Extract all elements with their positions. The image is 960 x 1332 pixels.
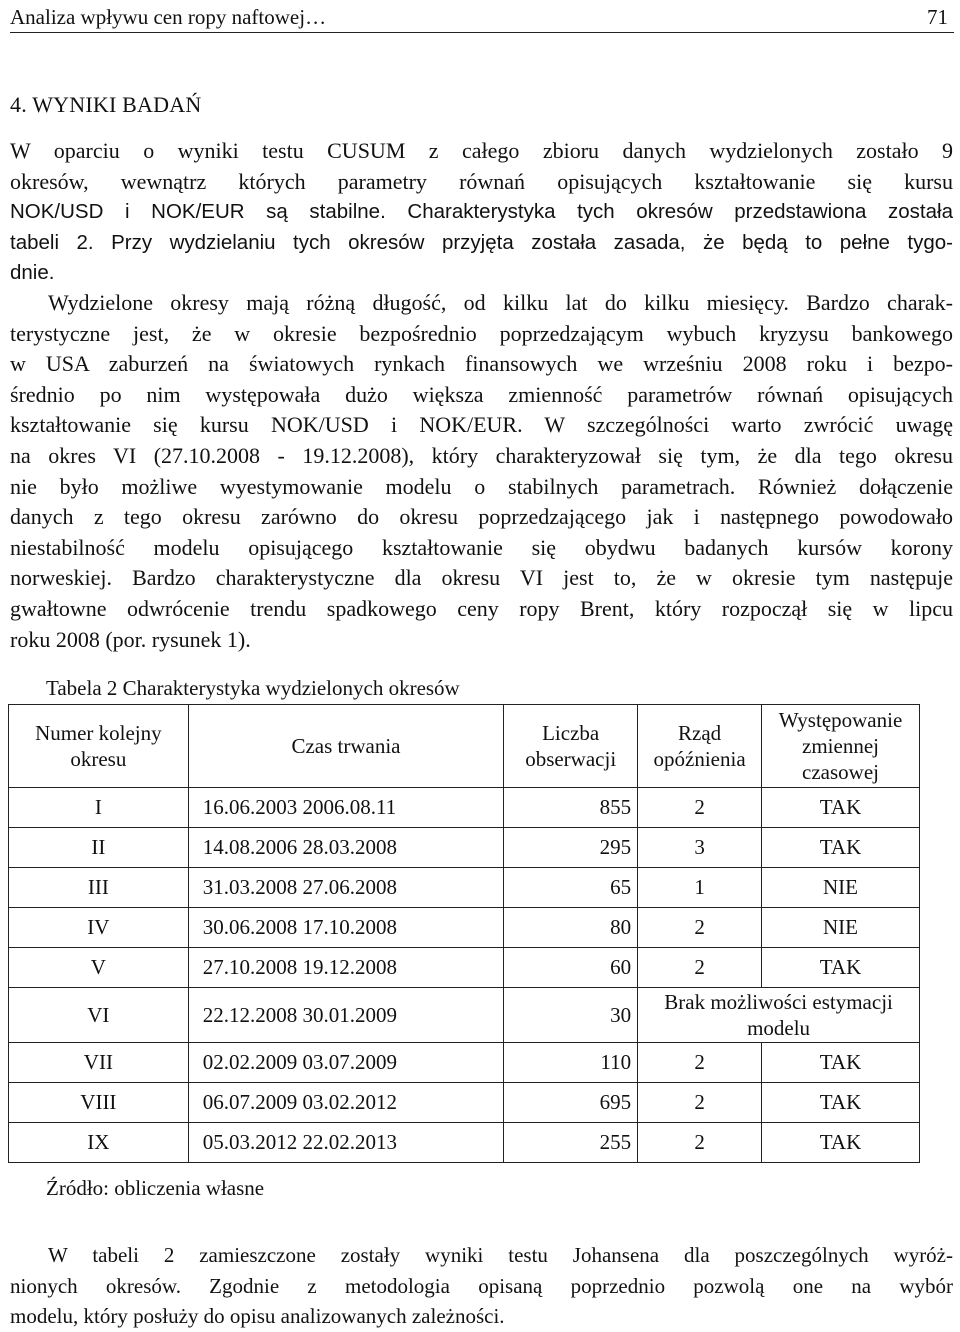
text-line: Wydzielone okresy mają różną długość, od kilku lat do kilku miesięcy. Bardzo charak- — [48, 290, 953, 315]
col-period-header: Numer kolejny okresu — [9, 705, 189, 788]
cell-duration: 05.03.2012 22.02.2013 — [188, 1123, 504, 1163]
cell-trend: TAK — [762, 828, 920, 868]
cell-period: VI — [9, 988, 189, 1043]
cell-lag: 2 — [638, 1083, 762, 1123]
paragraph-analysis — [10, 288, 953, 655]
text-line: kształtowanie się kursu NOK/USD i NOK/EUR. W szczególności warto zwrócić uwagę — [10, 412, 953, 438]
header-title: Analiza wpływu cen ropy naftowej… — [10, 5, 327, 29]
cell-lag: 2 — [638, 1043, 762, 1083]
text-line: okresów, wewnątrz których parametry równań opisujących kształtowanie się kursu — [10, 168, 953, 194]
text-line: niestabilność modelu opisującego kształtowanie się obydwu badanych kursów korony — [10, 534, 953, 560]
table-row — [9, 868, 920, 908]
cell-observations: 855 — [504, 788, 638, 828]
cell-estimation-note: Brak możliwości estymacji modelu — [638, 988, 920, 1043]
cell-lag: 2 — [638, 788, 762, 828]
table-row — [9, 828, 920, 868]
cell-duration: 31.03.2008 27.06.2008 — [188, 868, 504, 908]
cell-period: IV — [9, 908, 189, 948]
text-line: danych z tego okresu zarówno do okresu poprzedzającego jak i następnego powodowało — [10, 504, 953, 530]
cell-trend: NIE — [762, 868, 920, 908]
cell-duration: 06.07.2009 03.02.2012 — [188, 1083, 504, 1123]
cell-lag: 2 — [638, 908, 762, 948]
cell-trend: TAK — [762, 1083, 920, 1123]
cell-period: II — [9, 828, 189, 868]
cell-trend: TAK — [762, 948, 920, 988]
cell-period: VIII — [9, 1083, 189, 1123]
cell-observations: 80 — [504, 908, 638, 948]
table-header-row — [9, 705, 920, 788]
cell-trend: NIE — [762, 908, 920, 948]
cell-observations: 255 — [504, 1123, 638, 1163]
table-caption: Tabela 2 Charakterystyka wydzielonych okresów — [46, 676, 460, 700]
cell-duration: 22.12.2008 30.01.2009 — [188, 988, 504, 1043]
col-lag-header: Rząd opóźnienia — [638, 705, 762, 788]
cell-trend: TAK — [762, 1123, 920, 1163]
table-row — [9, 788, 920, 828]
cell-period: III — [9, 868, 189, 908]
text-line: W oparciu o wyniki testu CUSUM z całego zbioru danych wydzielonych zostało 9 — [10, 138, 953, 163]
text-line: modelu, który posłuży do opisu analizowanych zależności. — [10, 1304, 505, 1329]
text-line: gwałtowne odwrócenie trendu spadkowego ceny ropy Brent, który rozpoczął się w lipcu — [10, 595, 953, 621]
col-trend-header: Występowanie zmiennej czasowej — [762, 705, 920, 788]
cell-trend: TAK — [762, 788, 920, 828]
cell-duration: 02.02.2009 03.07.2009 — [188, 1043, 504, 1083]
text-line: nionych okresów. Zgodnie z metodologia opisaną poprzednio pozwolą one na wybór — [10, 1273, 953, 1298]
cell-lag: 1 — [638, 868, 762, 908]
text-line: tabeli 2. Przy wydzielaniu tych okresów przyjęta została zasada, że będą to pełne tygo- — [10, 230, 953, 254]
cell-duration: 30.06.2008 17.10.2008 — [188, 908, 504, 948]
col-duration-header: Czas trwania — [188, 705, 504, 788]
cell-period: V — [9, 948, 189, 988]
cell-duration: 27.10.2008 19.12.2008 — [188, 948, 504, 988]
section-heading: 4. WYNIKI BADAŃ — [10, 92, 202, 117]
text-line: w USA zaburzeń na światowych rynkach finansowych we wrześniu 2008 roku i bezpo- — [10, 351, 953, 377]
cell-lag: 2 — [638, 948, 762, 988]
cell-period: IX — [9, 1123, 189, 1163]
paragraph-intro — [10, 136, 953, 289]
cell-observations: 60 — [504, 948, 638, 988]
text-line: dnie. — [10, 261, 55, 285]
page-number: 71 — [927, 5, 948, 29]
table-row — [9, 1123, 920, 1163]
col-observations-header: Liczba obserwacji — [504, 705, 638, 788]
table-row — [9, 1043, 920, 1083]
cell-lag: 3 — [638, 828, 762, 868]
text-line: na okres VI (27.10.2008 - 19.12.2008), który charakteryzował się tym, że dla tego okresu — [10, 442, 953, 468]
text-line: roku 2008 (por. rysunek 1). — [10, 626, 251, 652]
table-row — [9, 1083, 920, 1123]
text-line: norweskiej. Bardzo charakterystyczne dla okresu VI jest to, że w okresie tym następuje — [10, 565, 953, 591]
paragraph-johansen — [10, 1240, 953, 1332]
cell-duration: 16.06.2003 2006.08.11 — [188, 788, 504, 828]
cell-observations: 295 — [504, 828, 638, 868]
text-line: terystyczne jest, że w okresie bezpośrednio poprzedzającym wybuch kryzysu bankowego — [10, 320, 953, 346]
table-source: Źródło: obliczenia własne — [46, 1176, 265, 1200]
periods-table — [8, 704, 920, 1163]
cell-observations: 110 — [504, 1043, 638, 1083]
cell-observations: 65 — [504, 868, 638, 908]
text-line: NOK/USD i NOK/EUR są stabilne. Charakterystyka tych okresów przedstawiona została — [10, 200, 953, 224]
cell-observations: 30 — [504, 988, 638, 1043]
text-line: średnio po nim występowała dużo większa zmienność parametrów równań opisujących — [10, 381, 953, 407]
cell-duration: 14.08.2006 28.03.2008 — [188, 828, 504, 868]
cell-period: I — [9, 788, 189, 828]
text-line: nie było możliwe wyestymowanie modelu o stabilnych parametrach. Również dołączenie — [10, 473, 953, 499]
table-row — [9, 988, 920, 1043]
table-row — [9, 948, 920, 988]
cell-lag: 2 — [638, 1123, 762, 1163]
cell-period: VII — [9, 1043, 189, 1083]
cell-trend: TAK — [762, 1043, 920, 1083]
cell-observations: 695 — [504, 1083, 638, 1123]
text-line: W tabeli 2 zamieszczone zostały wyniki testu Johansena dla poszczególnych wyróż- — [48, 1243, 953, 1267]
running-header — [10, 2, 954, 33]
table-row — [9, 908, 920, 948]
